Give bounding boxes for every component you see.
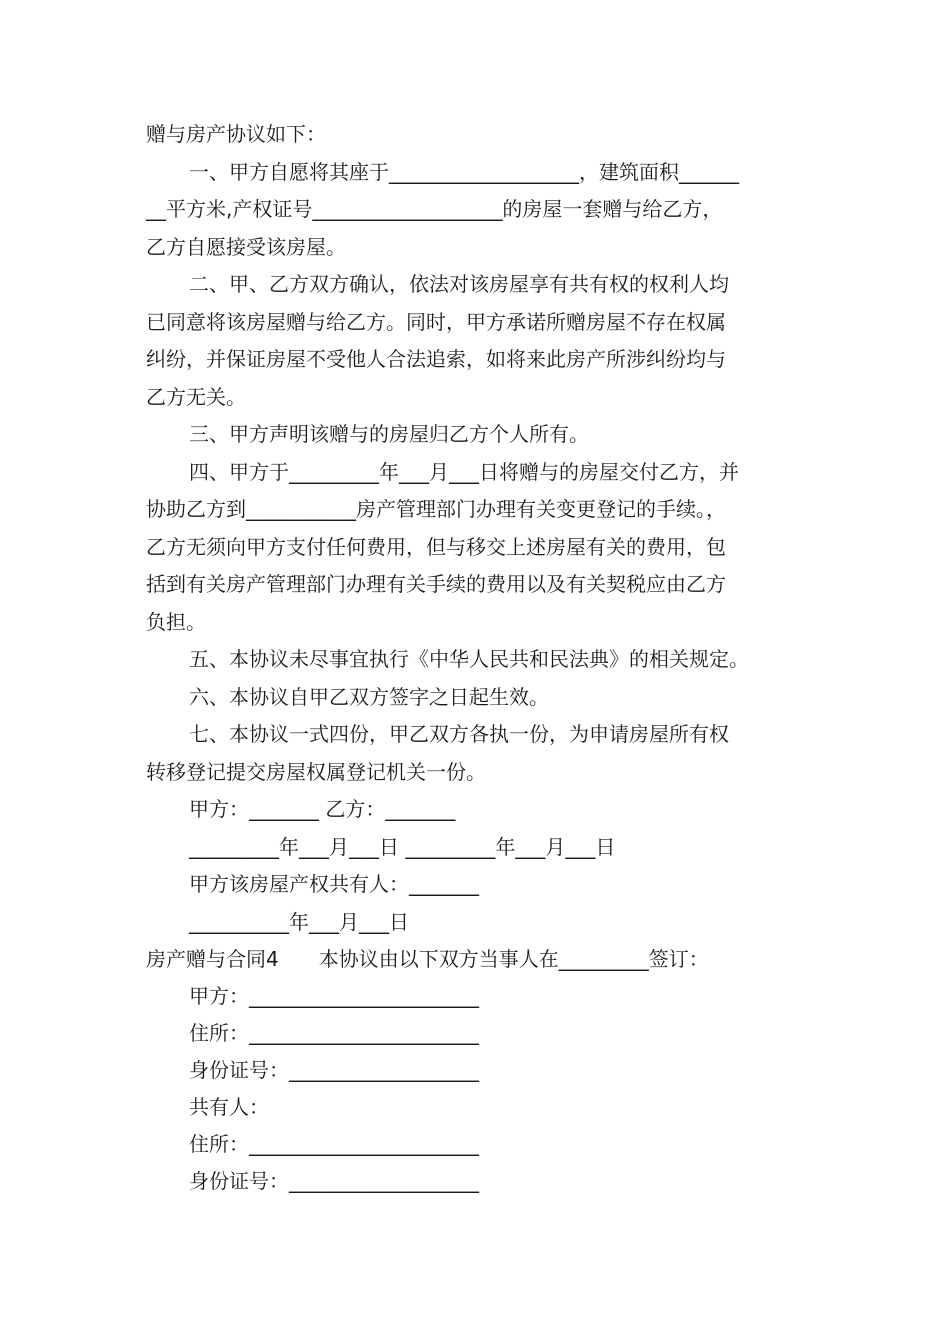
- signature-dates-line: _________年___月___日 _________年___月___日: [189, 834, 616, 859]
- co-owner-signature-line: 甲方该房屋产权共有人：_______: [189, 872, 479, 896]
- clause-2-line-3: 纠纷，并保证房屋不受他人合法追索，如将来此房产所涉纠纷均与: [146, 347, 726, 371]
- clause-2-line-1: 二、甲、乙方双方确认，依法对该房屋享有共有权的权利人均: [189, 272, 729, 296]
- clause-4-line-4: 括到有关房产管理部门办理有关手续的费用以及有关契税应由乙方: [146, 572, 726, 596]
- clause-7-line-1: 七、本协议一式四份，甲乙双方各执一份，为申请房屋所有权: [189, 722, 729, 746]
- contract-4-heading-line: 房产赠与合同4 本协议由以下双方当事人在_________签订：: [146, 947, 709, 971]
- clause-4-line-2: 协助乙方到___________房产管理部门办理有关变更登记的手续。，: [146, 497, 726, 521]
- co-owner-address-field: 住所：_______________________: [189, 1132, 479, 1156]
- clause-4-line-3: 乙方无须向甲方支付任何费用，但与移交上述房屋有关的费用，包: [146, 534, 726, 559]
- clause-1-line-1: 一、甲方自愿将其座于___________________，建筑面积______: [189, 159, 739, 184]
- clause-6-line-1: 六、本协议自甲乙双方签字之日起生效。: [189, 684, 549, 709]
- party-a-address-field: 住所：_______________________: [189, 1021, 479, 1045]
- clause-7-line-2: 转移登记提交房屋权属登记机关一份。: [146, 759, 486, 784]
- party-a-id-field: 身份证号：___________________: [189, 1058, 479, 1082]
- intro-line: 赠与房产协议如下：: [146, 122, 326, 146]
- clause-1-line-2: __平方米,产权证号___________________的房屋一套赠与给乙方，: [146, 197, 723, 221]
- clause-4-line-5: 负担。: [146, 609, 206, 634]
- signature-parties-line: 甲方：_______ 乙方：_______: [189, 797, 456, 821]
- document-page: [146, 116, 810, 1200]
- co-owner-label: 共有人：: [189, 1095, 269, 1119]
- clause-3-line-1: 三、甲方声明该赠与的房屋归乙方个人所有。: [189, 422, 589, 446]
- clause-1-line-3: 乙方自愿接受该房屋。: [146, 234, 346, 259]
- party-a-field: 甲方：_______________________: [189, 984, 479, 1008]
- clause-2-line-2: 已同意将该房屋赠与给乙方。同时，甲方承诺所赠房屋不存在权属: [146, 309, 726, 334]
- clause-5-line-1: 五、本协议未尽事宜执行《中华人民共和民法典》的相关规定。: [189, 647, 749, 671]
- co-owner-id-field: 身份证号：___________________: [189, 1169, 479, 1193]
- clause-2-line-4: 乙方无关。: [146, 384, 246, 409]
- co-owner-date-line: __________年___月___日: [189, 909, 409, 934]
- clause-4-line-1: 四、甲方于_________年___月___日将赠与的房屋交付乙方，并: [189, 459, 739, 484]
